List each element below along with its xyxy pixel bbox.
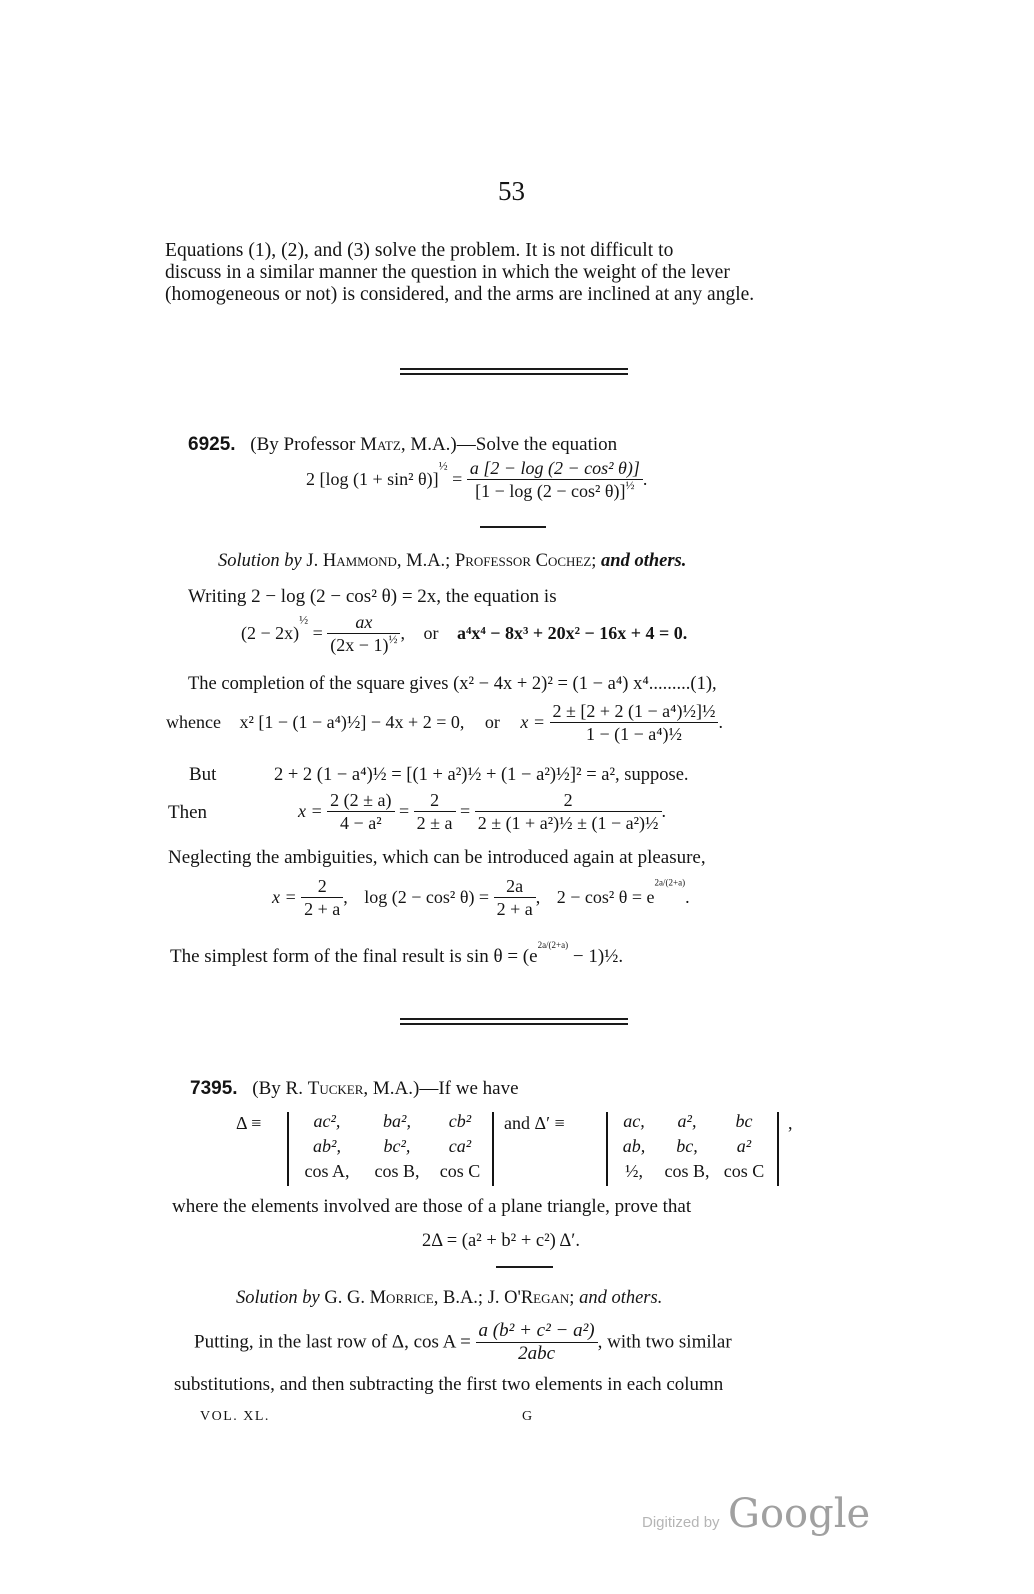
- x-equals: x =: [272, 887, 297, 907]
- where-line: where the elements involved are those of a plane triangle, prove that: [172, 1196, 692, 1217]
- polynomial: a⁴x⁴ − 8x³ + 20x² − 16x + 4 = 0.: [456, 623, 688, 643]
- whence-line: whence x² [1 − (1 − a⁴)½] − 4x + 2 = 0, or x = $\frac{\text{2 ± [2 + 2 (1 − a⁴)½]½}}{\text{1 − (1 − a⁴)½}}$ .: [166, 701, 723, 744]
- cos-a-fraction: [476, 1321, 598, 1364]
- determinant-cell: cos B,: [664, 1161, 710, 1181]
- denominator: 2 + a: [496, 899, 533, 919]
- comma: ,: [788, 1113, 793, 1133]
- determinant-cell: ba²,: [383, 1111, 411, 1131]
- then-fraction-3: [475, 790, 662, 833]
- question-author: Tucker: [307, 1078, 364, 1099]
- delta-definition: Δ ≡: [236, 1113, 262, 1133]
- log-expression: log (2 − cos² θ) =: [364, 887, 490, 907]
- substitutions-line: substitutions, and then subtracting the first two elements in each column: [174, 1374, 724, 1395]
- equation-lhs: (2 − 2x): [241, 623, 300, 643]
- solution-names: J. Hammond, M.A.; Professor Cochez;: [306, 551, 597, 571]
- equation-fraction: $\frac{ax}{(2x - 1)^{\frac{1}{2}}}$: [327, 612, 400, 655]
- numerator: a [2 − log (2 − cos² θ)]: [467, 458, 643, 480]
- or-word: or: [484, 712, 500, 732]
- numerator: ax: [355, 612, 373, 632]
- determinant-cell: cos B,: [374, 1161, 420, 1181]
- but-label: But: [189, 764, 217, 785]
- question-number: 7395.: [190, 1078, 238, 1099]
- numerator: 2a: [494, 876, 536, 898]
- solution-prefix: Solution by: [236, 1288, 320, 1308]
- section-divider: [400, 368, 628, 370]
- denominator: 2 ± a: [416, 813, 453, 833]
- equation-lhs: 2 [log (1 + sin² θ)]: [306, 469, 439, 489]
- intro-line-2: discuss in a similar manner the question in which the weight of the lever: [165, 262, 730, 283]
- x-equals: x =: [298, 801, 323, 821]
- determinant-cell: ac,: [623, 1111, 645, 1131]
- page-number: 53: [498, 176, 525, 206]
- numerator: 2: [475, 790, 662, 812]
- or-word: or: [423, 623, 439, 643]
- then-label: Then: [168, 802, 208, 823]
- section-divider: [400, 1023, 628, 1025]
- determinant-cell: cos A,: [304, 1161, 350, 1181]
- determinant-cell: cos C: [439, 1161, 481, 1181]
- delta-prime-definition: and Δ′ ≡: [504, 1113, 565, 1133]
- equation-main: 2 [log (1 + sin² θ)]$^{\frac{1}{2}}$ = $\frac{\text{a [2 − log (2 − cos² θ)]}}{[1 - \log (2 - \cos^2 \theta)]^{\frac{1}{2}}}$ .: [306, 458, 648, 501]
- determinant-cell: cb²: [448, 1111, 472, 1131]
- determinant-cell: ac²,: [313, 1111, 341, 1131]
- short-divider: [480, 526, 546, 528]
- cos-expression: 2 − cos² θ = e: [556, 887, 655, 907]
- determinant-cell: ab,: [622, 1136, 646, 1156]
- numerator: 2 ± [2 + 2 (1 − a⁴)½]½: [550, 701, 719, 723]
- question-number: 6925.: [188, 434, 236, 455]
- signature-mark: G: [522, 1409, 533, 1424]
- whence-equation: x² [1 − (1 − a⁴)½] − 4x + 2 = 0,: [239, 712, 465, 732]
- whence-fraction: [550, 701, 719, 744]
- but-equation: 2 + 2 (1 − a⁴)½ = [(1 + a²)½ + (1 − a²)½]² = a², suppose.: [274, 765, 689, 785]
- numerator: 2 (2 ± a): [327, 790, 394, 812]
- equation-line-2: $(2 - 2x)^{\frac{1}{2}}$ = $\frac{ax}{(2x - 1)^{\frac{1}{2}}}$ , or a⁴x⁴ − 8x³ + 20x² − 16x + 4 = 0.: [241, 612, 688, 655]
- result-equation: x = $\frac{2}{2 + a}$ , log (2 − cos² θ) = $\frac{2a}{2 + a}$ , 2 − cos² $\theta = e^{2a/(2+a)}$.: [272, 876, 690, 919]
- question-heading: [188, 434, 617, 456]
- denominator: 2 + a: [304, 899, 341, 919]
- solution-credit: [236, 1287, 662, 1309]
- solution-suffix: and others.: [579, 1288, 663, 1308]
- putting-line: Putting, in the last row of Δ, cos A = $\frac{\text{a (b² + c² − a²)}}{\text{2abc}}$ , with two similar: [194, 1320, 732, 1364]
- determinant-cell: ca²: [448, 1136, 472, 1156]
- intro-line-1: Equations (1), (2), and (3) solve the problem. It is not difficult to: [165, 240, 674, 261]
- volume-label: VOL. XL.: [200, 1409, 270, 1424]
- determinant-cell: cos C: [723, 1161, 765, 1181]
- question-prompt: , M.A.)—If we have: [363, 1078, 519, 1099]
- determinant-bar: [777, 1112, 779, 1186]
- digitized-by-label: Digitized by: [642, 1514, 720, 1531]
- determinant-cell: bc,: [676, 1136, 698, 1156]
- determinant-cell: ½,: [625, 1161, 643, 1181]
- neglecting-line: Neglecting the ambiguities, which can be introduced again at pleasure,: [168, 847, 706, 868]
- question-by: (By R.: [252, 1078, 308, 1099]
- denominator: 4 − a²: [340, 813, 382, 833]
- section-divider: [400, 373, 628, 375]
- numerator: 2: [414, 790, 456, 812]
- result-fraction-1: [301, 876, 343, 919]
- denominator: 1 − (1 − a⁴)½: [585, 724, 683, 744]
- determinant-cell: ab²,: [313, 1136, 341, 1156]
- short-divider: [496, 1266, 553, 1268]
- numerator: 2: [301, 876, 343, 898]
- result-fraction-2: [494, 876, 536, 919]
- numerator: a (b² + c² − a²): [476, 1321, 598, 1343]
- simplest-line: The simplest form of the final result is $\sin \theta = (e^{2a/(2+a)}$ − 1)½.: [170, 940, 624, 967]
- solution-credit: [218, 550, 686, 572]
- exponent: ½: [438, 458, 448, 473]
- then-fraction-2: [414, 790, 456, 833]
- prove-equation: 2Δ = (a² + b² + c²) Δ′.: [422, 1231, 580, 1251]
- determinant-cell: a²: [736, 1136, 752, 1156]
- whence-label: whence: [166, 712, 221, 732]
- section-divider: [400, 1018, 628, 1020]
- exponent: 2a/(2+a): [537, 940, 569, 950]
- denominator: 2 ± (1 + a²)½ ± (1 − a²)½: [477, 813, 659, 833]
- writing-line: Writing 2 − log (2 − cos² θ) = 2x, the equation is: [188, 586, 557, 607]
- exponent: 2a/(2+a): [654, 877, 686, 888]
- determinant-cell: bc: [735, 1111, 753, 1131]
- determinant-bar: [606, 1112, 608, 1186]
- determinant-bar: [287, 1112, 289, 1186]
- question-heading: [190, 1078, 519, 1100]
- intro-line-3: (homogeneous or not) is considered, and the arms are inclined at any angle.: [165, 284, 755, 305]
- determinant-bar: [492, 1112, 494, 1186]
- denominator: (2x − 1): [330, 635, 389, 655]
- question-prompt: , M.A.)—Solve the equation: [400, 434, 618, 455]
- then-equation: x = $\frac{2 (2 \pm a)}{\text{4 − a²}}$ = $\frac{2}{2 \pm a}$ = $\frac{2}{\text{2 ± (1 + a²)½ ± (1 − a²)½}}$ .: [298, 790, 666, 833]
- equation-fraction: [467, 458, 643, 501]
- determinant-cell: bc²,: [383, 1136, 411, 1156]
- then-fraction-1: [327, 790, 394, 833]
- completion-line: The completion of the square gives (x² − 4x + 2)² = (1 − a⁴) x⁴.........(1),: [188, 674, 717, 694]
- solution-suffix: and others.: [601, 551, 687, 571]
- denominator: 2abc: [518, 1343, 556, 1364]
- solution-names: G. G. Morrice, B.A.; J. O'Regan;: [324, 1288, 575, 1308]
- x-equals: x =: [520, 712, 546, 732]
- google-logo: Google: [728, 1491, 871, 1537]
- question-author: Matz: [360, 434, 401, 455]
- denominator: [1 − log (2 − cos² θ)]$^{\frac{1}{2}}$: [475, 478, 635, 501]
- question-by: (By Professor: [250, 434, 361, 455]
- determinant-cell: a²,: [677, 1111, 697, 1131]
- solution-prefix: Solution by: [218, 551, 302, 571]
